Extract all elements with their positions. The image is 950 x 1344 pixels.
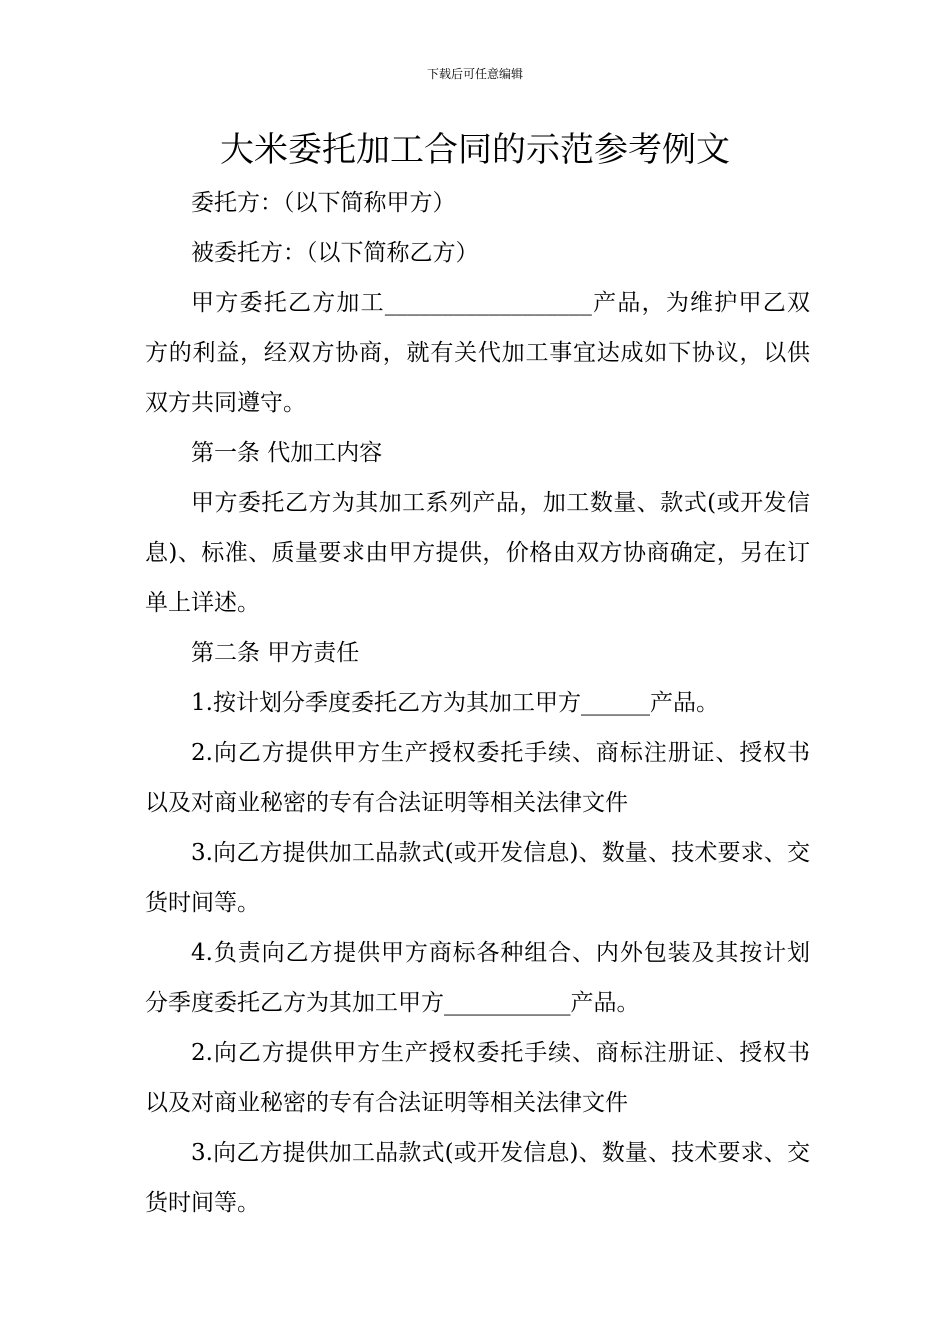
article-1-paragraph: 甲方委托乙方为其加工系列产品，加工数量、款式(或开发信息)、标准、质量要求由甲方提供，价格由双方协商确定，另在订单上详述。 [145,490,810,616]
header-note: 下载后可任意编辑 [426,67,523,81]
document-body [145,178,810,1228]
article-1-heading: 第一条 代加工内容 [191,440,383,466]
party-b-line: 被委托方：（以下简称乙方） [191,240,479,266]
document-title: 大米委托加工合同的示范参考例文 [220,130,730,170]
clause-item: 4.负责向乙方提供甲方商标各种组合、内外包装及其按计划分季度委托乙方为其加工甲方___________产品。 [145,940,810,1016]
clause-item: 3.向乙方提供加工品款式(或开发信息)、数量、技术要求、交货时间等。 [145,840,810,916]
preamble-paragraph: 甲方委托乙方加工__________________产品，为维护甲乙双方的利益，经双方协商，就有关代加工事宜达成如下协议，以供双方共同遵守。 [145,290,810,416]
clause-item: 2.向乙方提供甲方生产授权委托手续、商标注册证、授权书以及对商业秘密的专有合法证明等相关法律文件 [145,1040,810,1116]
clause-item: 3.向乙方提供加工品款式(或开发信息)、数量、技术要求、交货时间等。 [145,1140,810,1216]
article-2-heading: 第二条 甲方责任 [191,640,360,666]
party-a-line: 委托方：（以下简称甲方） [191,190,456,216]
clause-item: 2.向乙方提供甲方生产授权委托手续、商标注册证、授权书以及对商业秘密的专有合法证明等相关法律文件 [145,740,810,816]
clause-item: 1.按计划分季度委托乙方为其加工甲方______产品。 [191,690,719,716]
